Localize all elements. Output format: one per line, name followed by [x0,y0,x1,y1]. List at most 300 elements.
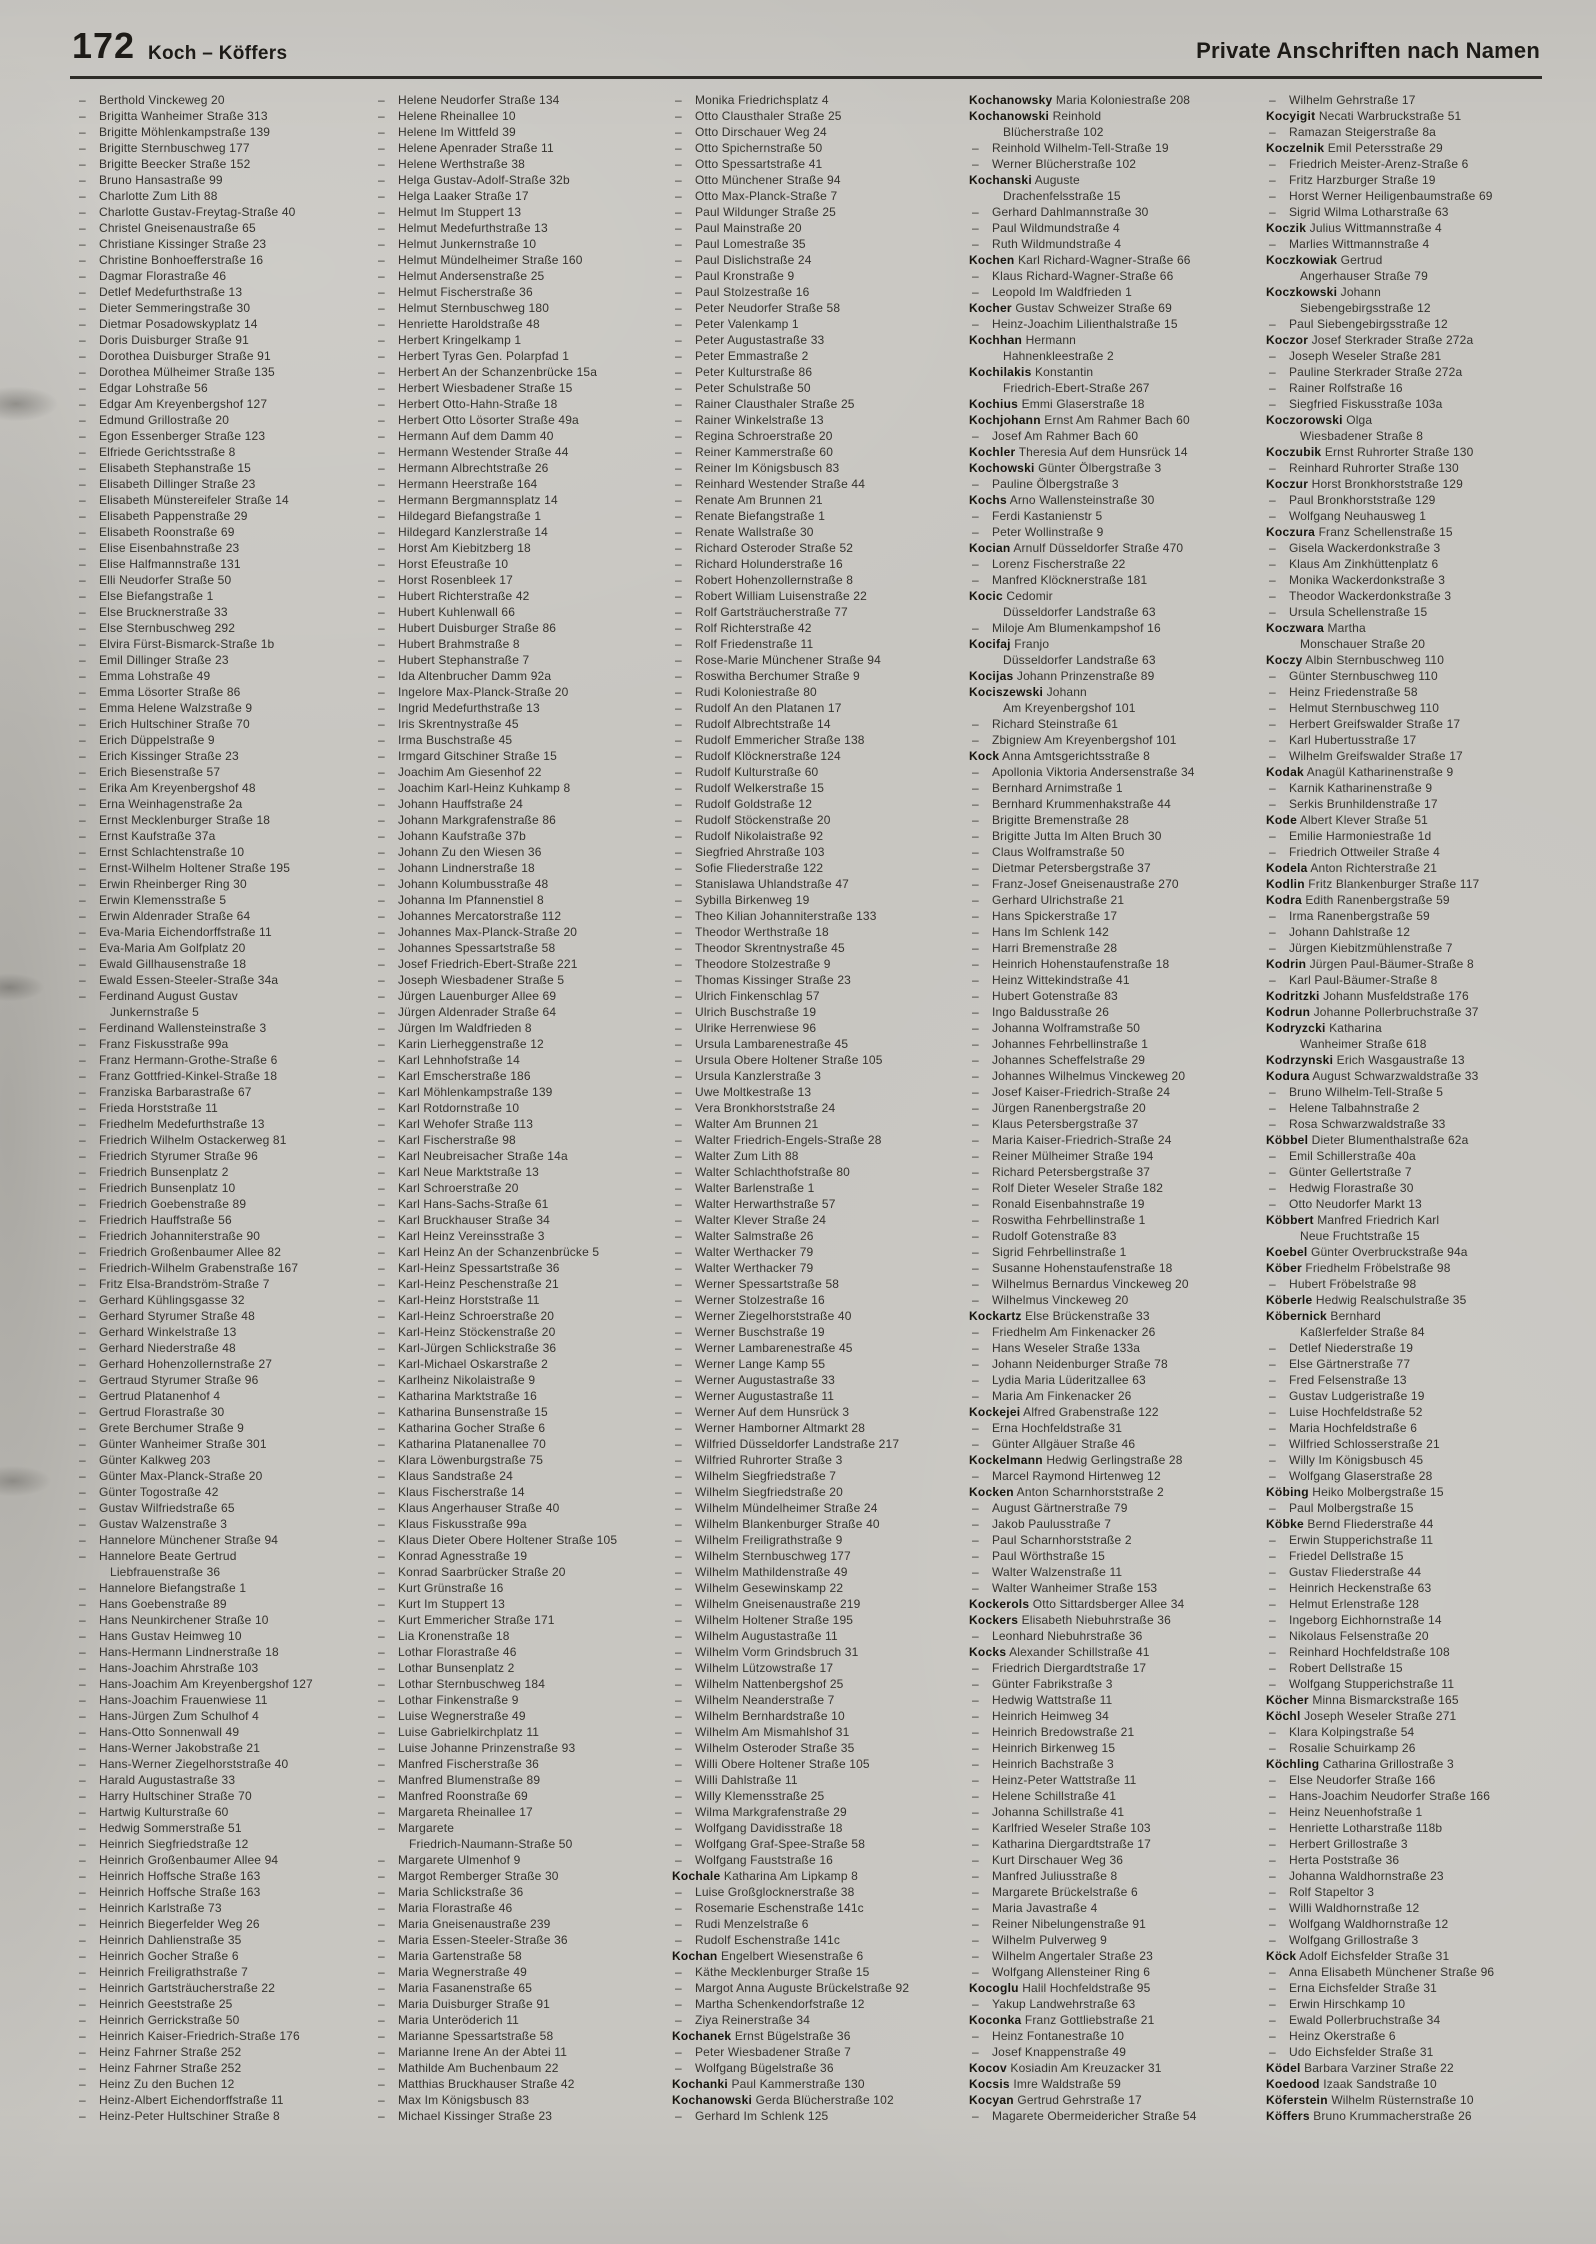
entry-line [672,2060,964,2076]
entry-text: Wilhelm Gneisenaustraße 219 [695,1597,861,1611]
entry-text: Werner Lambarenestraße 45 [695,1341,853,1355]
surname: Koebel [1266,1245,1308,1259]
entry-line [1266,1836,1558,1852]
entry-line [76,1724,368,1740]
entry-line [375,508,667,524]
entry-text: Wilhelm Bernhardstraße 10 [695,1709,845,1723]
dash-icon: – [378,2029,385,2043]
entry-line [76,1644,368,1660]
dash-icon: – [972,1917,979,1931]
dash-icon: – [378,1805,385,1819]
dash-icon: – [675,1453,682,1467]
entry-text: Elli Neudorfer Straße 50 [99,573,232,587]
dash-icon: – [79,1533,86,1547]
entry-line [76,1612,368,1628]
entry-text: Elisabeth Münstereifeler Straße 14 [99,493,289,507]
entry-line [969,204,1261,220]
surname: Kocken [969,1485,1014,1499]
dash-icon: – [675,845,682,859]
entry-line [969,1100,1261,1116]
continuation-line: Siebengebirgsstraße 12 [1300,301,1431,315]
entry-line [375,860,667,876]
entry-line [375,2028,667,2044]
entry-text: Katharina Platanenallee 70 [398,1437,547,1451]
dash-icon: – [378,781,385,795]
entry-text: Gustav Fliederstraße 44 [1289,1565,1422,1579]
entry-line [76,1884,368,1900]
surname: Kocher [969,301,1012,315]
dash-icon: – [1269,1789,1276,1803]
entry-text: Bruno Hansastraße 99 [99,173,223,187]
entry-text: Yakup Landwehrstraße 63 [992,1997,1136,2011]
entry-line [76,1228,368,1244]
surname: Koczubik [1266,445,1322,459]
entry-line [969,1852,1261,1868]
dash-icon: – [79,1357,86,1371]
entry-text: Willi Obere Holtener Straße 105 [695,1757,870,1771]
dash-icon: – [79,269,86,283]
entry-line [375,1612,667,1628]
entry-line [672,1180,964,1196]
dash-icon: – [79,1597,86,1611]
entry-line [1266,396,1558,412]
entry-line [672,252,964,268]
entry-line [76,1852,368,1868]
entry-line [969,1692,1261,1708]
continuation-line: Wanheimer Straße 618 [1300,1037,1427,1051]
dash-icon: – [972,829,979,843]
entry-text: Hedwig Florastraße 30 [1289,1181,1414,1195]
entry-line [672,1580,964,1596]
entry-text: Margarete [398,1821,455,1835]
dash-icon: – [675,1965,682,1979]
dash-icon: – [378,1597,385,1611]
entry-text: Margot Anna Auguste Brückelstraße 92 [695,1981,910,1995]
entry-line [969,716,1261,732]
dash-icon: – [972,1581,979,1595]
entry-text: Wilhelm Am Mismahlshof 31 [695,1725,850,1739]
surname: Kochius [969,397,1019,411]
dash-icon: – [972,1213,979,1227]
dash-icon: – [972,925,979,939]
entry-text: Lothar Sternbuschweg 184 [398,1677,546,1691]
entry-line [969,1260,1261,1276]
entry-line [969,940,1261,956]
entry-text: Willy Im Königsbusch 45 [1289,1453,1424,1467]
entry-line [672,1116,964,1132]
surname-entry-line: Kocsis Imre Waldstraße 59 [969,2077,1121,2091]
entry-line [375,252,667,268]
surname-entry-line: Kockers Elisabeth Niebuhrstraße 36 [969,1613,1171,1627]
dash-icon: – [972,205,979,219]
dash-icon: – [1269,1437,1276,1451]
entry-line [375,604,667,620]
entry-line [672,1772,964,1788]
entry-text: Robert William Luisenstraße 22 [695,589,867,603]
entry-line [76,1260,368,1276]
dash-icon: – [1269,1101,1276,1115]
page-number: 172 [72,25,136,66]
surname: Koczkowski [1266,285,1338,299]
entry-line [375,1196,667,1212]
entry-text: Ronald Eisenbahnstraße 19 [992,1197,1145,1211]
entry-text: Paul Bronkhorststraße 129 [1289,493,1436,507]
entry-text: Joachim Karl-Heinz Kuhkamp 8 [398,781,571,795]
dash-icon: – [79,1501,86,1515]
entry-text: Helmut Mündelheimer Straße 160 [398,253,583,267]
entry-text: Erwin Klemensstraße 5 [99,893,227,907]
entry-line [672,748,964,764]
surname: Koczura [1266,525,1316,539]
dash-icon: – [675,1517,682,1531]
dash-icon: – [1269,557,1276,571]
dash-icon: – [79,813,86,827]
entry-text: Friedrich Goebenstraße 89 [99,1197,247,1211]
entry-text: Hans Spickerstraße 17 [992,909,1118,923]
entry-text: Peter Wollinstraße 9 [992,525,1104,539]
entry-text: Heinz-Peter Wattstraße 11 [992,1773,1137,1787]
dash-icon: – [972,1389,979,1403]
dash-icon: – [378,637,385,651]
dash-icon: – [378,1693,385,1707]
entry-line [1266,1596,1558,1612]
section-title: Private Anschriften nach Namen [1196,38,1540,63]
entry-line [76,1900,368,1916]
entry-line [375,412,667,428]
surname: Kocic [969,589,1003,603]
dash-icon: – [1269,1773,1276,1787]
entry-text: Rudolf Gotenstraße 83 [992,1229,1117,1243]
entry-text: Heinrich Bachstraße 3 [992,1757,1114,1771]
entry-line [672,1852,964,1868]
dash-icon: – [972,1549,979,1563]
dash-icon: – [972,1533,979,1547]
entry-line [672,460,964,476]
entry-text: Werner Lange Kamp 55 [695,1357,826,1371]
surname: Ködel [1266,2061,1301,2075]
entry-text: Wilhelm Gesewinskamp 22 [695,1581,844,1595]
dash-icon: – [378,1277,385,1291]
dash-icon: – [378,189,385,203]
surname: Kodlin [1266,877,1305,891]
entry-line [76,780,368,796]
entry-line [1266,748,1558,764]
entry-line [672,1132,964,1148]
dash-icon: – [972,1101,979,1115]
entry-text: Lothar Finkenstraße 9 [398,1693,519,1707]
entry-text: Ingeborg Eichhornstraße 14 [1289,1613,1442,1627]
dash-icon: – [675,1837,682,1851]
entry-line [969,2108,1261,2124]
entry-line [76,1292,368,1308]
entry-line [375,908,667,924]
entry-text: Ulrich Buschstraße 19 [695,1005,817,1019]
dash-icon: – [378,2109,385,2123]
entry-text: Gerhard Dahlmannstraße 30 [992,205,1149,219]
dash-icon: – [675,733,682,747]
entry-text: Werner Auf dem Hunsrück 3 [695,1405,850,1419]
dash-icon: – [79,861,86,875]
dash-icon: – [79,1853,86,1867]
entry-text: Johanna Waldhornstraße 23 [1289,1869,1444,1883]
entry-line [969,1372,1261,1388]
entry-line [969,1548,1261,1564]
dash-icon: – [675,989,682,1003]
entry-text: Peter Neudorfer Straße 58 [695,301,841,315]
entry-line [969,1212,1261,1228]
dash-icon: – [675,557,682,571]
entry-line [76,1788,368,1804]
entry-text: Charlotte Zum Lith 88 [99,189,218,203]
entry-text: Frieda Horststraße 11 [99,1101,218,1115]
dash-icon: – [378,1453,385,1467]
entry-text: Kurt Dirschauer Weg 36 [992,1853,1124,1867]
surname-entry-line: Kodra Edith Ranenbergstraße 59 [1266,893,1450,907]
entry-text: Hans Gustav Heimweg 10 [99,1629,242,1643]
entry-line [1266,1996,1558,2012]
surname-entry-line: Köck Adolf Eichsfelder Straße 31 [1266,1949,1450,1963]
entry-text: Hermann Bergmannsplatz 14 [398,493,558,507]
entry-text: Maria Javastraße 4 [992,1901,1098,1915]
dash-icon: – [79,1725,86,1739]
surname-entry-line: Kocic Cedomir [969,589,1053,603]
entry-line [672,1452,964,1468]
entry-text: Helmut Fischerstraße 36 [398,285,533,299]
dash-icon: – [378,1149,385,1163]
dash-icon: – [1269,973,1276,987]
entry-text: Heinrich Hoffsche Straße 163 [99,1885,261,1899]
entry-line [76,2012,368,2028]
entry-line [375,1548,667,1564]
dash-icon: – [675,381,682,395]
entry-line [1266,1788,1558,1804]
entry-line [672,1708,964,1724]
dash-icon: – [675,1133,682,1147]
entry-line [672,940,964,956]
dash-icon: – [378,573,385,587]
entry-line [1266,1436,1558,1452]
dash-icon: – [972,813,979,827]
entry-text: Hans-Joachim Neudorfer Straße 166 [1289,1789,1491,1803]
surname: Kodryzcki [1266,1021,1326,1035]
entry-line [375,204,667,220]
entry-line [76,1084,368,1100]
entry-text: Helmut Junkernstraße 10 [398,237,537,251]
dash-icon: – [79,1133,86,1147]
entry-text: Reinhard Hochfeldstraße 108 [1289,1645,1450,1659]
dash-icon: – [79,701,86,715]
entry-text: Johann Zu den Wiesen 36 [398,845,542,859]
dash-icon: – [1269,1661,1276,1675]
entry-text: Ernst Schlachtenstraße 10 [99,845,245,859]
dash-icon: – [79,1069,86,1083]
entry-text: Reiner Kammerstraße 60 [695,445,834,459]
entry-text: Paul Stolzestraße 16 [695,285,810,299]
entry-text: Willi Waldhornstraße 12 [1289,1901,1420,1915]
dash-icon: – [378,1005,385,1019]
surname: Kodela [1266,861,1308,875]
entry-text: Luise Großglocknerstraße 38 [695,1885,855,1899]
entry-line [1266,2012,1558,2028]
entry-text: Rudi Menzelstraße 6 [695,1917,809,1931]
entry-text: Johanna Im Pfannenstiel 8 [398,893,544,907]
surname-entry-line: Kocijas Johann Prinzenstraße 89 [969,669,1155,683]
entry-line [1266,1804,1558,1820]
dash-icon: – [675,1501,682,1515]
entry-line [672,1692,964,1708]
surname: Köbernick [1266,1309,1327,1323]
entry-line [1266,1772,1558,1788]
entry-text: Wilhelm Angertaler Straße 23 [992,1949,1153,1963]
dash-icon: – [972,1837,979,1851]
dash-icon: – [1269,1085,1276,1099]
dash-icon: – [79,1837,86,1851]
dash-icon: – [378,1181,385,1195]
dash-icon: – [972,1037,979,1051]
entry-text: Klara Kolpingstraße 54 [1289,1725,1415,1739]
entry-text: Stanislawa Uhlandstraße 47 [695,877,849,891]
dash-icon: – [378,1357,385,1371]
dash-icon: – [1269,1277,1276,1291]
dash-icon: – [972,1021,979,1035]
entry-text: Reinhard Westender Straße 44 [695,477,866,491]
entry-text: Elise Halfmannstraße 131 [99,557,241,571]
entry-line [76,636,368,652]
entry-text: Rudolf Eschenstraße 141c [695,1933,841,1947]
entry-text: Josef Knappenstraße 49 [992,2045,1127,2059]
entry-line [1266,156,1558,172]
dash-icon: – [79,1645,86,1659]
entry-line [672,1372,964,1388]
dash-icon: – [79,1469,86,1483]
surname-entry-line: Kocyan Gertrud Gehrstraße 17 [969,2093,1142,2107]
entry-line [672,1020,964,1036]
dash-icon: – [79,301,86,315]
dash-icon: – [675,1325,682,1339]
entry-line [969,1868,1261,1884]
entry-text: Helmut Im Stuppert 13 [398,205,522,219]
entry-text: Paul Molbergstraße 15 [1289,1501,1414,1515]
dash-icon: – [675,1053,682,1067]
entry-text: Hildegard Biefangstraße 1 [398,509,542,523]
dash-icon: – [675,1101,682,1115]
entry-line [672,236,964,252]
entry-text: Wolfgang Waldhornstraße 12 [1289,1917,1449,1931]
entry-line [1266,364,1558,380]
entry-text: Joachim Am Giesenhof 22 [398,765,542,779]
entry-line [969,1532,1261,1548]
entry-text: Hannelore Münchener Straße 94 [99,1533,279,1547]
surname: Kodrzynski [1266,1053,1334,1067]
entry-line [375,1468,667,1484]
entry-text: Hermann Heerstraße 164 [398,477,538,491]
entry-line [672,2108,964,2124]
dash-icon: – [675,621,682,635]
dash-icon: – [972,1229,979,1243]
dash-icon: – [79,717,86,731]
entry-line [76,2076,368,2092]
entry-text: Christine Bonhoefferstraße 16 [99,253,264,267]
dash-icon: – [972,1245,979,1259]
entry-line [375,1580,667,1596]
entry-text: Karlheinz Nikolaistraße 9 [398,1373,536,1387]
dash-icon: – [79,2029,86,2043]
surname: Kochanek [672,2029,732,2043]
entry-line [672,396,964,412]
dash-icon: – [1269,1981,1276,1995]
entry-line [1266,684,1558,700]
entry-line [375,1884,667,1900]
entry-line [1266,732,1558,748]
entry-text: Else Sternbuschweg 292 [99,621,236,635]
entry-line [1266,92,1558,108]
entry-line [76,1308,368,1324]
dash-icon: – [378,1965,385,1979]
entry-text: Ramazan Steigerstraße 8a [1289,125,1437,139]
dash-icon: – [675,1373,682,1387]
dash-icon: – [378,2061,385,2075]
entry-text: Wolfgang Bügelstraße 36 [695,2061,834,2075]
entry-text: Katharina Gocher Straße 6 [398,1421,546,1435]
entry-line [375,716,667,732]
entry-text: Helmut Erlenstraße 128 [1289,1597,1420,1611]
dash-icon: – [972,573,979,587]
dash-icon: – [378,653,385,667]
dash-icon: – [378,2077,385,2091]
dash-icon: – [1269,1565,1276,1579]
entry-line [76,1596,368,1612]
entry-text: Franziska Barbarastraße 67 [99,1085,252,1099]
entry-text: Heinrich Freiligrathstraße 7 [99,1965,248,1979]
entry-text: Dorothea Duisburger Straße 91 [99,349,271,363]
dash-icon: – [675,1661,682,1675]
dash-icon: – [972,1901,979,1915]
entry-text: Emil Dillinger Straße 23 [99,653,229,667]
dash-icon: – [79,2077,86,2091]
entry-text: Elisabeth Pappenstraße 29 [99,509,248,523]
entry-line [1266,2028,1558,2044]
entry-text: Pauline Sterkrader Straße 272a [1289,365,1463,379]
surname: Koczwara [1266,621,1325,635]
entry-line [375,700,667,716]
entry-text: Franz Gottfried-Kinkel-Straße 18 [99,1069,278,1083]
continuation-line: Am Kreyenbergshof 101 [1003,701,1136,715]
entry-line [375,556,667,572]
dash-icon: – [675,349,682,363]
entry-text: Rolf Stapeltor 3 [1289,1885,1375,1899]
entry-text: Manfred Blumenstraße 89 [398,1773,541,1787]
entry-text: Herbert Kringelkamp 1 [398,333,522,347]
entry-line [672,1084,964,1100]
dash-icon: – [79,1757,86,1771]
entry-line [969,1020,1261,1036]
dash-icon: – [378,2093,385,2107]
dash-icon: – [972,1053,979,1067]
entry-text: Peter Kulturstraße 86 [695,365,813,379]
dash-icon: – [79,1197,86,1211]
dash-icon: – [79,1485,86,1499]
entry-line [969,268,1261,284]
dash-icon: – [675,653,682,667]
dash-icon: – [79,541,86,555]
entry-line [375,1756,667,1772]
entry-text: Werner Augustastraße 11 [695,1389,835,1403]
entry-text: Paul Lomestraße 35 [695,237,806,251]
entry-text: Johann Lindnerstraße 18 [398,861,535,875]
entry-text: Helene Rheinallee 10 [398,109,516,123]
entry-line [969,1244,1261,1260]
entry-text: Fred Felsenstraße 13 [1289,1373,1407,1387]
